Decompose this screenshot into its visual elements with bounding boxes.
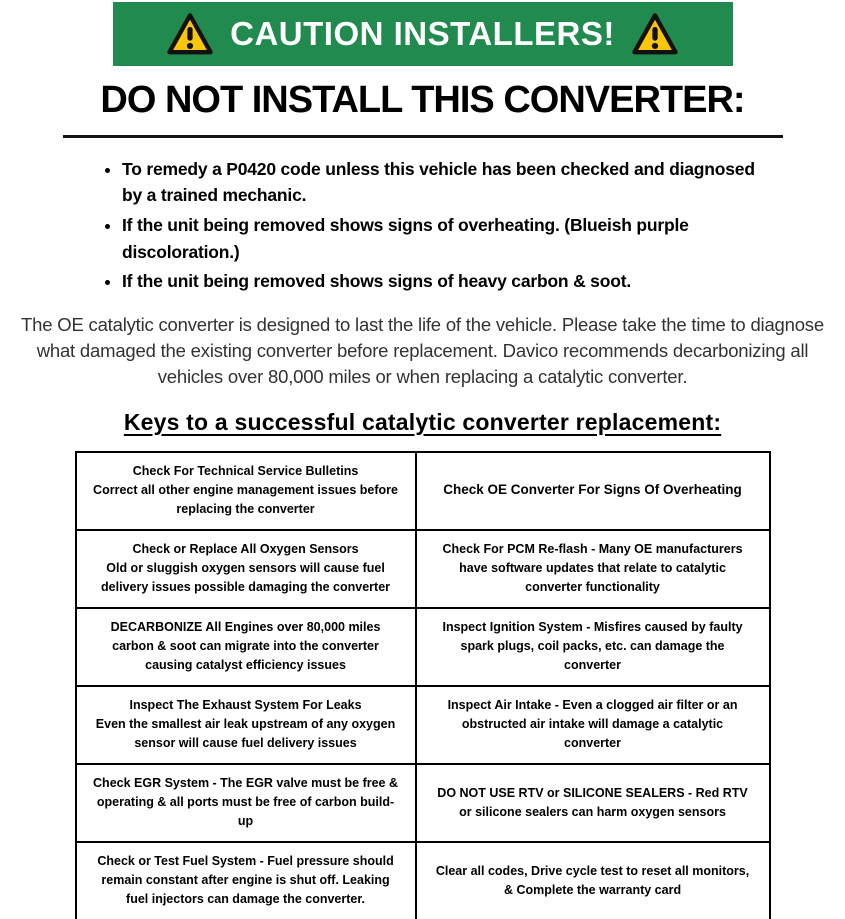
table-cell-egr-system <box>76 764 416 842</box>
table-cell-rtv-sealers <box>416 764 770 842</box>
warning-list-item: • To remedy a P0420 code unless this vehicle has been checked and diagnosed by a trained mechanic. <box>122 156 762 209</box>
warning-list-item: • If the unit being removed shows signs of heavy carbon & soot. <box>122 268 762 295</box>
banner-title: CAUTION INSTALLERS! <box>230 15 615 52</box>
cell-body: Check EGR System - The EGR valve must be free & operating & all ports must be free of carbon build-up <box>93 776 398 828</box>
cell-body: Correct all other engine management issues before replacing the converter <box>93 483 398 516</box>
table-cell-air-intake <box>416 686 770 764</box>
warning-exclamation-bar <box>652 27 657 41</box>
keys-heading: Keys to a successful catalytic converter replacement: <box>123 408 722 435</box>
cell-title: Check For Technical Service Bulletins <box>132 464 359 479</box>
table-row <box>76 764 770 842</box>
cell-body: Check OE Converter For Signs Of Overheating <box>443 482 742 498</box>
note-paragraph: The OE catalytic converter is designed to last the life of the vehicle. Please take the time to diagnose what damaged the existing converter before replacement. Davico recommends decarbonizing all vehicles over 80,000 miles or when replacing a catalytic converter. <box>21 313 824 388</box>
table-row <box>76 530 770 608</box>
keys-table <box>75 451 771 919</box>
caution-banner <box>113 2 733 66</box>
table-cell-ignition-system <box>416 608 770 686</box>
table-row <box>76 842 770 919</box>
table-row <box>76 608 770 686</box>
warning-list <box>104 156 762 295</box>
cell-body: Even the smallest air leak upstream of any oxygen sensor will cause fuel delivery issues <box>95 717 396 750</box>
cell-body: Old or sluggish oxygen sensors will cause fuel delivery issues possible damaging the converter <box>101 561 391 594</box>
table-cell-fuel-system <box>76 842 416 919</box>
warning-exclamation-dot <box>652 43 658 49</box>
table-cell-oe-overheating <box>416 452 770 530</box>
cell-body: Clear all codes, Drive cycle test to reset all monitors, & Complete the warranty card <box>435 863 750 897</box>
warning-triangle-icon <box>631 12 679 56</box>
warning-exclamation-dot <box>187 43 193 49</box>
cell-body: DECARBONIZE All Engines over 80,000 miles carbon & soot can migrate into the converter causing catalyst efficiency issues <box>110 620 381 672</box>
table-cell-tsb <box>76 452 416 530</box>
warning-triangle-icon <box>166 12 214 56</box>
cell-body: Check or Test Fuel System - Fuel pressure should remain constant after engine is shut off. Leaking fuel injectors can damage the converter. <box>97 854 394 906</box>
cell-body: Inspect Ignition System - Misfires caused by faulty spark plugs, coil packs, etc. can damage the converter <box>442 620 743 672</box>
caution-flyer <box>0 2 845 919</box>
page-title: DO NOT INSTALL THIS CONVERTER: <box>100 79 745 121</box>
table-cell-pcm-reflash <box>416 530 770 608</box>
cell-body: Inspect Air Intake - Even a clogged air filter or an obstructed air intake will damage a catalytic converter <box>447 698 738 750</box>
table-row <box>76 452 770 530</box>
cell-body: Check For PCM Re-flash - Many OE manufacturers have software updates that relate to catalytic converter functionality <box>442 542 743 594</box>
table-cell-oxygen-sensors <box>76 530 416 608</box>
warning-list-item: • If the unit being removed shows signs of overheating. (Blueish purple discoloration.) <box>122 212 762 265</box>
table-cell-clear-codes <box>416 842 770 919</box>
warning-exclamation-bar <box>188 27 193 41</box>
table-row <box>76 686 770 764</box>
table-cell-exhaust-leaks <box>76 686 416 764</box>
cell-title: Check or Replace All Oxygen Sensors <box>132 542 359 557</box>
table-cell-decarbonize <box>76 608 416 686</box>
cell-title: Inspect The Exhaust System For Leaks <box>129 698 362 713</box>
divider-rule <box>63 135 783 138</box>
cell-body: DO NOT USE RTV or SILICONE SEALERS - Red RTV or silicone sealers can harm oxygen sensors <box>437 785 748 819</box>
